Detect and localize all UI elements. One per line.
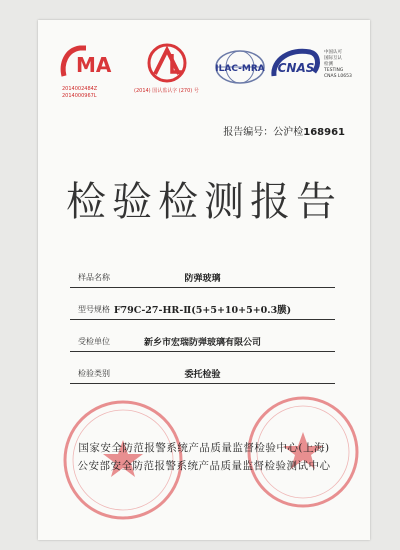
field-label: 样品名称 [78,273,110,282]
report-page [38,20,370,540]
cnas-cn-1: 中国认可 [324,50,342,55]
field-value: 防弹玻璃 [184,274,221,284]
cnas-cn-2: 国际互认 [324,56,342,61]
field-label: 检验类别 [78,369,110,378]
cal-caption: (2014) 国认监认字 (270) 号 [134,88,199,94]
cnas-logo-icon [270,46,322,90]
field-value: 新乡市宏瑞防弹玻璃有限公司 [143,338,261,348]
field-label: 型号规格 [78,305,110,314]
cma-logo-icon [58,42,128,84]
cma-code-1: 2014002484Z [62,86,98,92]
ilac-mra-text: ILAC-MRA [215,64,265,74]
accreditation-logos [58,42,358,132]
field-row [70,352,335,384]
field-value: 委托检验 [184,370,221,380]
field-label: 受检单位 [78,337,110,346]
report-number [223,123,345,138]
field-value: F79C-27-HR-Ⅱ(5+5+10+5+0.3膜) [113,305,292,316]
cal-logo-icon [142,42,192,86]
cnas-en-2: CNAS L0653 [324,74,352,79]
field-row [70,288,335,320]
sample-info-fields [70,256,335,384]
issuer-line-2: 公安部安全防范报警系统产品质量监督检验测试中心 [77,460,331,472]
page-title: 检验检测报告 [66,179,342,225]
ilac-mra-logo-icon [214,48,266,86]
field-row [70,320,335,352]
cnas-logo-text: CNAS [277,61,315,75]
cnas-en-1: TESTING [324,68,344,73]
issuer-line-1: 国家安全防范报警系统产品质量监督检验中心(上海) [78,442,330,454]
field-row [70,256,335,288]
cma-code-2: 2014000967L [62,93,97,99]
report-number-value: 168961 [303,127,345,138]
cnas-cn-3: 检测 [324,62,333,67]
report-number-label: 报告编号：公沪检 [223,127,304,138]
svg-text:MA: MA [76,53,112,77]
